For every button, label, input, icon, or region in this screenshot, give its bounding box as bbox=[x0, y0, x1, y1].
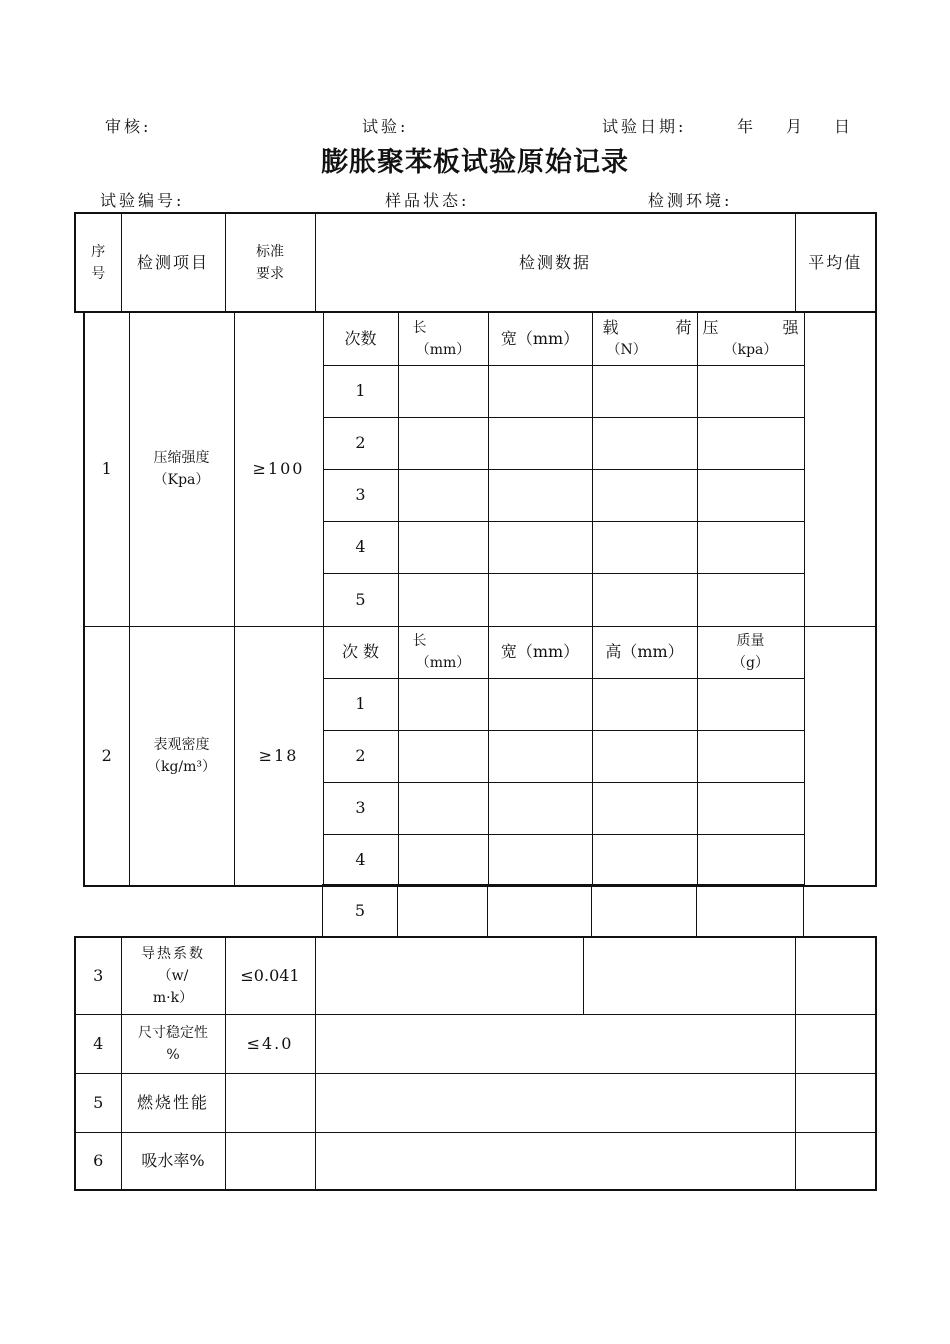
row2-length-cell[interactable] bbox=[398, 834, 488, 886]
row1-item: 压缩强度 （Kpa） bbox=[129, 312, 234, 626]
row2-count-header: 次 数 bbox=[323, 626, 398, 678]
row2-trial-number: 5 bbox=[323, 885, 398, 937]
row5-data-cell[interactable] bbox=[315, 1073, 795, 1132]
row2-item: 表观密度 （kg/m³） bbox=[129, 626, 234, 886]
row3-data-cell-b[interactable] bbox=[583, 937, 795, 1014]
row1-width-header: 宽（mm） bbox=[488, 312, 592, 365]
row1-length-cell[interactable] bbox=[398, 573, 488, 626]
row3-standard: ≤0.041 bbox=[225, 937, 315, 1014]
density-trial-5-table bbox=[322, 884, 804, 937]
row2-mass-header: 质量 （g） bbox=[697, 626, 804, 678]
row1-load-cell[interactable] bbox=[592, 469, 697, 521]
row3-item: 导热系数 （w/ m·k） bbox=[121, 937, 225, 1014]
row1-pressure-cell[interactable] bbox=[697, 365, 804, 417]
row2-height-cell[interactable] bbox=[592, 834, 697, 886]
row1-trial-number: 3 bbox=[323, 469, 398, 521]
sample-state-label: 样品状态: bbox=[385, 191, 470, 210]
average-header: 平均值 bbox=[795, 213, 876, 312]
row2-average-cell[interactable] bbox=[804, 626, 876, 886]
row2-mass-cell[interactable] bbox=[697, 782, 804, 834]
row1-average-cell[interactable] bbox=[804, 312, 876, 626]
row2-mass-cell[interactable] bbox=[697, 678, 804, 730]
row1-length-cell[interactable] bbox=[398, 469, 488, 521]
row6-data-cell[interactable] bbox=[315, 1132, 795, 1190]
row1-load-header: 载 荷 （N） bbox=[592, 312, 697, 365]
row2-height-cell[interactable] bbox=[592, 678, 697, 730]
row1-load-cell[interactable] bbox=[592, 573, 697, 626]
row3-seq: 3 bbox=[75, 937, 121, 1014]
test-date-label: 试验日期: bbox=[602, 117, 687, 136]
row4-item: 尺寸稳定性 % bbox=[121, 1014, 225, 1073]
row4-seq: 4 bbox=[75, 1014, 121, 1073]
row1-length-cell[interactable] bbox=[398, 521, 488, 573]
environment-label: 检测环境: bbox=[648, 191, 733, 210]
row1-load-cell[interactable] bbox=[592, 521, 697, 573]
row2-standard: ≥18 bbox=[234, 626, 323, 886]
row5-seq: 5 bbox=[75, 1073, 121, 1132]
row3-data-cell-a[interactable] bbox=[315, 937, 583, 1014]
row2-trial-number: 3 bbox=[323, 782, 398, 834]
bottom-table bbox=[74, 936, 877, 1191]
row1-width-cell[interactable] bbox=[488, 469, 592, 521]
row1-width-cell[interactable] bbox=[488, 521, 592, 573]
row1-pressure-cell[interactable] bbox=[697, 469, 804, 521]
row1-standard: ≥100 bbox=[234, 312, 323, 626]
row2-trial-number: 4 bbox=[323, 834, 398, 886]
row2-trial-row bbox=[323, 885, 804, 937]
page-title: 膨胀聚苯板试验原始记录 bbox=[321, 147, 629, 178]
row2-length-header: 长 （mm） bbox=[398, 626, 488, 678]
row1-width-cell[interactable] bbox=[488, 417, 592, 469]
row2-trial-number: 1 bbox=[323, 678, 398, 730]
test-number-label: 试验编号: bbox=[100, 191, 185, 210]
row1-width-cell[interactable] bbox=[488, 365, 592, 417]
row2-width-cell[interactable] bbox=[488, 885, 592, 937]
row2-height-header: 高（mm） bbox=[592, 626, 697, 678]
month-label: 月 bbox=[786, 117, 806, 136]
row1-load-cell[interactable] bbox=[592, 417, 697, 469]
row2-height-cell[interactable] bbox=[592, 730, 697, 782]
day-label: 日 bbox=[834, 117, 854, 136]
row5-item: 燃烧性能 bbox=[121, 1073, 225, 1132]
dimension-stability-row bbox=[75, 1014, 876, 1073]
row2-width-cell[interactable] bbox=[488, 834, 592, 886]
row1-length-cell[interactable] bbox=[398, 365, 488, 417]
row1-load-cell[interactable] bbox=[592, 365, 697, 417]
row5-standard[interactable] bbox=[225, 1073, 315, 1132]
row6-item: 吸水率% bbox=[121, 1132, 225, 1190]
combustion-row bbox=[75, 1073, 876, 1132]
row2-length-cell[interactable] bbox=[398, 730, 488, 782]
row2-width-header: 宽（mm） bbox=[488, 626, 592, 678]
row2-length-cell[interactable] bbox=[398, 782, 488, 834]
row1-width-cell[interactable] bbox=[488, 573, 592, 626]
row1-length-cell[interactable] bbox=[398, 417, 488, 469]
row1-length-header: 长 （mm） bbox=[398, 312, 488, 365]
water-absorption-row bbox=[75, 1132, 876, 1190]
row2-length-cell[interactable] bbox=[398, 885, 488, 937]
main-table bbox=[83, 311, 877, 887]
row6-standard[interactable] bbox=[225, 1132, 315, 1190]
standard-header: 标准 要求 bbox=[225, 213, 315, 312]
row1-pressure-cell[interactable] bbox=[697, 417, 804, 469]
row2-width-cell[interactable] bbox=[488, 782, 592, 834]
row6-average-cell[interactable] bbox=[795, 1132, 876, 1190]
row2-mass-cell[interactable] bbox=[697, 730, 804, 782]
row2-mass-cell[interactable] bbox=[697, 885, 804, 937]
row1-trial-number: 1 bbox=[323, 365, 398, 417]
row3-average-cell[interactable] bbox=[795, 937, 876, 1014]
row1-pressure-cell[interactable] bbox=[697, 521, 804, 573]
row6-seq: 6 bbox=[75, 1132, 121, 1190]
compression-header-row bbox=[84, 312, 876, 365]
conductivity-row bbox=[75, 937, 876, 1014]
row2-width-cell[interactable] bbox=[488, 730, 592, 782]
seq-header: 序 号 bbox=[75, 213, 121, 312]
row2-height-cell[interactable] bbox=[592, 782, 697, 834]
row4-average-cell[interactable] bbox=[795, 1014, 876, 1073]
row4-data-cell[interactable] bbox=[315, 1014, 795, 1073]
row1-count-header: 次数 bbox=[323, 312, 398, 365]
row1-trial-number: 5 bbox=[323, 573, 398, 626]
row1-pressure-cell[interactable] bbox=[697, 573, 804, 626]
row2-seq: 2 bbox=[84, 626, 129, 886]
row4-standard: ≤4.0 bbox=[225, 1014, 315, 1073]
row2-mass-cell[interactable] bbox=[697, 834, 804, 886]
row1-trial-number: 4 bbox=[323, 521, 398, 573]
item-header: 检测项目 bbox=[121, 213, 225, 312]
row2-trial-number: 2 bbox=[323, 730, 398, 782]
data-header: 检测数据 bbox=[315, 213, 795, 312]
reviewer-label: 审核: bbox=[105, 117, 152, 136]
density-header-row bbox=[84, 626, 876, 678]
tester-label: 试验: bbox=[362, 117, 409, 136]
row2-width-cell[interactable] bbox=[488, 678, 592, 730]
row2-height-cell[interactable] bbox=[592, 885, 697, 937]
year-label: 年 bbox=[737, 117, 757, 136]
header-table bbox=[74, 212, 877, 313]
row1-seq: 1 bbox=[84, 312, 129, 626]
row1-pressure-header: 压 强 （kpa） bbox=[697, 312, 804, 365]
row5-average-cell[interactable] bbox=[795, 1073, 876, 1132]
row1-trial-number: 2 bbox=[323, 417, 398, 469]
row2-length-cell[interactable] bbox=[398, 678, 488, 730]
